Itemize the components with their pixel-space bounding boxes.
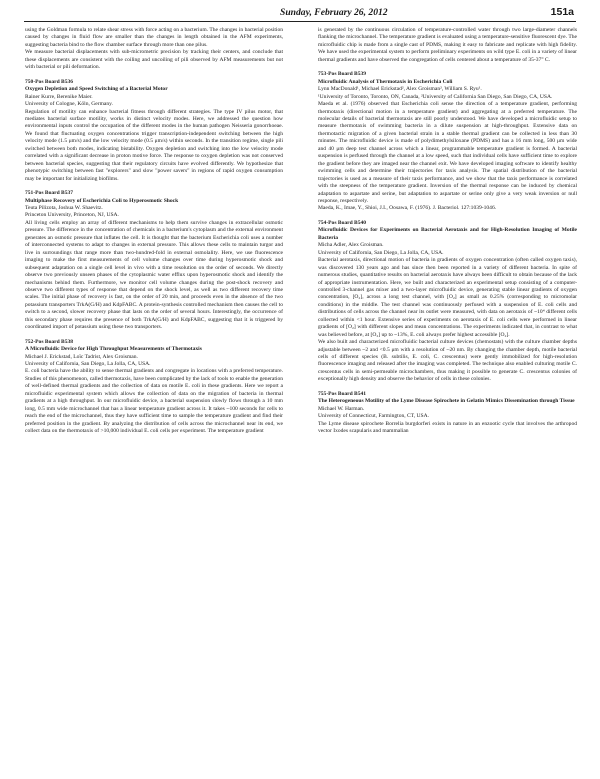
abstract-paragraph: Maeda, K., Imae, Y., Shioi, J.I., Oosawa, F. (1976). J. Bacteriol. 127:1039-1046.	[318, 205, 497, 212]
abstract-block	[318, 220, 577, 384]
abstract-id: 751-Pos Board B537	[25, 190, 74, 197]
abstract-block	[25, 339, 283, 436]
abstract-authors: Teuta Pilizota, Joshua W. Shaevitz.	[25, 204, 103, 211]
abstract-affiliation: ¹University of Toronto, Toronto, ON, Canada, ²University of California San Diego, San Diego, CA, USA.	[318, 93, 553, 100]
right-column	[318, 27, 577, 436]
abstract-block	[318, 27, 577, 64]
abstract-id: 755-Pos Board B541	[318, 390, 367, 397]
abstract-id: 754-Pos Board B540	[318, 219, 367, 226]
abstract-affiliation: University of California, San Diego, La Jolla, CA, USA.	[25, 361, 151, 368]
abstract-title: Microfluidic Analysis of Thermotaxis in Escherichia Coli	[318, 78, 453, 85]
abstract-affiliation: University of California, San Diego, La Jolla, CA, USA.	[318, 249, 444, 256]
abstract-paragraph: We measure bacterial displacements with sub-micrometric precision by tracking their centers, and conclude that these displacements are consistent with the coiling and uncoiling of pili observed by AFM measurements but not with bacterial or pili deformation.	[25, 49, 283, 71]
abstract-title: The Heterogeneous Motility of the Lyme Disease Spirochete in Gelatin Mimics Dissemination through Tissue	[318, 398, 575, 405]
abstract-paragraph: Bacterial aerotaxis, directional motion of bacteria in gradients of oxygen concentration (often called oxygen taxis), was discovered 130 years ago and has since then been reported in a variety of different bacteria. In spite of numerous studies, quantitative results on bacterial aerotaxis have always been difficult to obtain because of the lack of appropriate instrumentation. Here, we built and characterized an experimental setup consisting of a computer-controlled 3-channel gas mixer and a two-layer microfluidic device, generating stable linear gradients of oxygen concentration, [O₂], across a long test channel, with [O₂] as small as 0.25% (corresponding to micromolar conditions) in the middle. The test channel was continuously perfused with a suspension of E. coli cells and distributions of cells across the channel near its outlet were measured, with data on aerotaxis of ~10⁴ different cells collected within <1 hour. Extensive series of experiments on aerotaxis of E. coli cells were performed in linear gradients of [O₂] with different slopes and mean concentrations. The experiments indicated that, in contrast to what was believed before, at [O₂] up to ~13%, E. coli always prefer highest accessible [O₂].	[318, 257, 577, 338]
abstract-affiliation: Princeton University, Princeton, NJ, USA.	[25, 212, 119, 219]
abstract-authors: Micha Adler, Alex Groisman.	[318, 242, 384, 249]
abstract-paragraph: Maeda et al. (1976) observed that Escherichia coli sense the direction of a temperature gradient, performing thermotaxis (directional motion in a temperature gradient) and aggregating at a preferred temperature. The molecular details of bacterial thermotaxis are still poorly understood. We have developed a microfluidic setup to measure thermotaxis of swimming bacteria in a dilute suspension at high-throughput. Extensive data on thermotactic migration of a given bacterial strain in a stable thermal gradient can be collected in less than 30 minutes. The microfluidic device is made of polydimethylsiloxane (PDMS) and has a 16 mm long, 500 μm wide and 40 μm deep test channel across which a linear, programmable temperature gradient is formed. A bacterial suspension is perfused through the channel at a low speed, such that individual cells have sufficient time to explore the gradient before they are imaged near the channel exit. We have developed imaging software to identify healthy swimming cells and determine their trajectories for taxis analysis. The spatial distribution of the bacterial trajectories is used as a measure of their taxis performance, and we show that the taxis performance is correlated with the steepness of the temperature gradient. Inversion of the thermal response can be induced by chemical adaptation to aspartate and serine, but adaptation to aspartate or serine only give a very weak inversion or null response, respectively.	[318, 101, 577, 204]
header-date: Sunday, February 26, 2012	[280, 7, 388, 18]
abstract-authors: Lynn MacDonald¹, Michael Erickstad², Alex Groisman², William S. Ryu¹.	[318, 86, 482, 93]
abstract-title: Microfluidic Devices for Experiments on Bacterial Aerotaxis and for High-Resolution Imaging of Motile Bacteria	[318, 227, 577, 241]
abstract-affiliation: University of Connecticut, Farmington, CT, USA.	[318, 413, 429, 420]
header-rule	[24, 21, 576, 22]
abstract-paragraph: Regulation of motility can enhance bacterial fitness through different strategies. The type IV pilus motor, that mediates bacterial surface motility, works in distinct velocity modes. Here, we addressed the question how environmental inputs control the occupation of the different modes in the human pathogen Neisseria gonorrhoeae. We found that fluctuating oxygen concentrations trigger transcription-independent switching between the high velocity mode (1.5 μm/s) and the low velocity mode (0.5 μm/s) within seconds. In the transition regime, single pili switched between both modes, indicating bistability. Oxygen depletion and switching into the low velocity mode correlated with a significant decrease in proton motive force. The response to oxygen depletion was not conserved between bacterial species, suggesting that their regulatory circuits have evolved differently. We hypothesize that phenotypic switching between fast "explorers" and slow "power savers" in regions of rapid oxygen consumption may be important for initializing biofilms.	[25, 108, 283, 182]
abstract-affiliation: University of Cologne, Köln, Germany.	[25, 101, 113, 108]
abstract-title: Multiphase Recovery of Escherichia Coli to Hyperosmotic Shock	[25, 197, 179, 204]
abstract-block	[25, 190, 283, 332]
abstract-block	[25, 79, 283, 183]
abstract-paragraph: is generated by the continuous circulation of temperature-controlled water through two large-diameter channels flanking the microchannel. The temperature gradient is evaluated using a temperature-sensitive fluorescent dye. The microfluidic chip is made from a single cast of PDMS, making it easy to fabricate and replicate with high fidelity. We have used the experimental system to perform preliminary experiments on wild type E. coli in a variety of linear thermal gradients and have observed the congregation of cells centered about a temperature of 35-37° C.	[318, 27, 577, 63]
abstract-id: 750-Pos Board B536	[25, 78, 74, 85]
page-header	[24, 6, 576, 20]
abstract-id: 752-Pos Board B538	[25, 338, 74, 345]
abstract-paragraph: using the Goldman formula to relate shear stress with force acting on a bacterium. The changes in bacterial position caused by changes in fluid flow are smaller than the changes in length obtained in the AFM experiments, suggesting bacteria bind to the flow chamber surface through more than one pilus.	[25, 27, 283, 48]
abstract-block	[318, 71, 577, 213]
abstract-paragraph: E. coli bacteria have the ability to sense thermal gradients and congregate in locations with a preferred temperature. Studies of this phenomenon, called thermotaxis, have been complicated by the lack of tools to enable the generation of well-defined thermal gradients and the collection of data on motile E. coli in these gradients. Here we report a microfluidic experimental system which allows the collection of data on the migration of bacteria in thermal gradients at a high throughput. In our microfluidic device, a bacterial suspension slowly flows through a 10 mm long, 0.5 mm wide microchannel that has a linear temperature gradient across it. It takes ~100 seconds for cells to reach the end of the microchannel, thus they have sufficient time to sample the temperature gradient and find their preferred position in the gradient. By analyzing the distribution of cells across the microchannel near its end, we collect data on the thermotaxis of >10,000 individual E. coli cells per experiment. The temperature gradient	[25, 368, 283, 435]
left-column	[25, 27, 283, 436]
abstract-paragraph: All living cells employ an array of different mechanisms to help them survive changes in extracellular osmotic pressure. The difference in the concentration of chemicals in a bacterium's cytoplasm and the external environment generates an osmotic pressure that inflates the cell. It is thought that the bacterium Escherichia coli uses a number of interconnected systems to adapt to changes in external pressure. This allows these cells to maintain turgor and live in surroundings that range more than two-hundred-fold in external osmolality. Here, we use fluorescence imaging to make the first measurements of cell volume changes over time during hyperosmotic shock and subsequent adaptation on a single cell level in vivo with a time resolution on the order of seconds. We directly observe two previously unseen phases of the cytoplasmic water efflux upon hyperosmotic shock and identify the mechanisms behind them. Furthermore, we monitor cell volume changes during the post-shock recovery and observe two different types of response that depend on the shock level, as well as two different recovery time scales. The initial phase of recovery is fast, on the order of 20 min, and proceeds even in the absence of the two potassium transporters TrkA(G/H) and KdpFABC. A protein-synthesis controlled mechanism then causes the cell to switch to a second, slower recovery phase that lasts on the order of several hours. Interestingly, the occurrence of this secondary phase requires the presence of both TrkA(G/H) and KdpFABC, suggesting that it is triggered by coordinated import of potassium using these two transporters.	[25, 219, 283, 331]
page-number: 151a	[550, 6, 574, 18]
abstract-block	[25, 27, 283, 72]
abstract-title: Oxygen Depletion and Speed Switching of a Bacterial Motor	[25, 86, 168, 93]
abstract-id: 753-Pos Board B539	[318, 71, 367, 78]
abstract-authors: Michael W. Harman.	[318, 405, 365, 412]
abstract-paragraph: The Lyme disease spirochete Borrelia burgdorferi exists in nature in an enzootic cycle that involves the arthropod vector Ixodes scapularis and mammalian	[318, 420, 577, 435]
abstract-block	[318, 391, 577, 436]
abstract-paragraph: We also built and characterized microfluidic bacterial culture devices (chemostats) with the culture chamber depths adjustable between ~2 and <0.5 μm with a resolution of ~20 nm. By changing the chamber depth, motile bacterial cells of different species (B. subtilis, E. coli, C. crescentus) were gently immobilized for high-resolution fluorescence imaging and released after the imaging was completed. The technique also enabled culturing motile C. crescentus cells in semi-permeable microchambers, thus making it possible to generate C. crescentus colonies of exceptionally high density and observe the behavior of cells in these colonies.	[318, 339, 577, 383]
abstract-authors: Rainer Kurre, Berenike Maier.	[25, 93, 93, 100]
abstract-authors: Michael J. Erickstad, Loïc Tadrist, Alex Groisman.	[25, 353, 138, 360]
abstract-title: A Microfluidic Device for High Throughput Measurements of Thermotaxis	[25, 346, 202, 353]
